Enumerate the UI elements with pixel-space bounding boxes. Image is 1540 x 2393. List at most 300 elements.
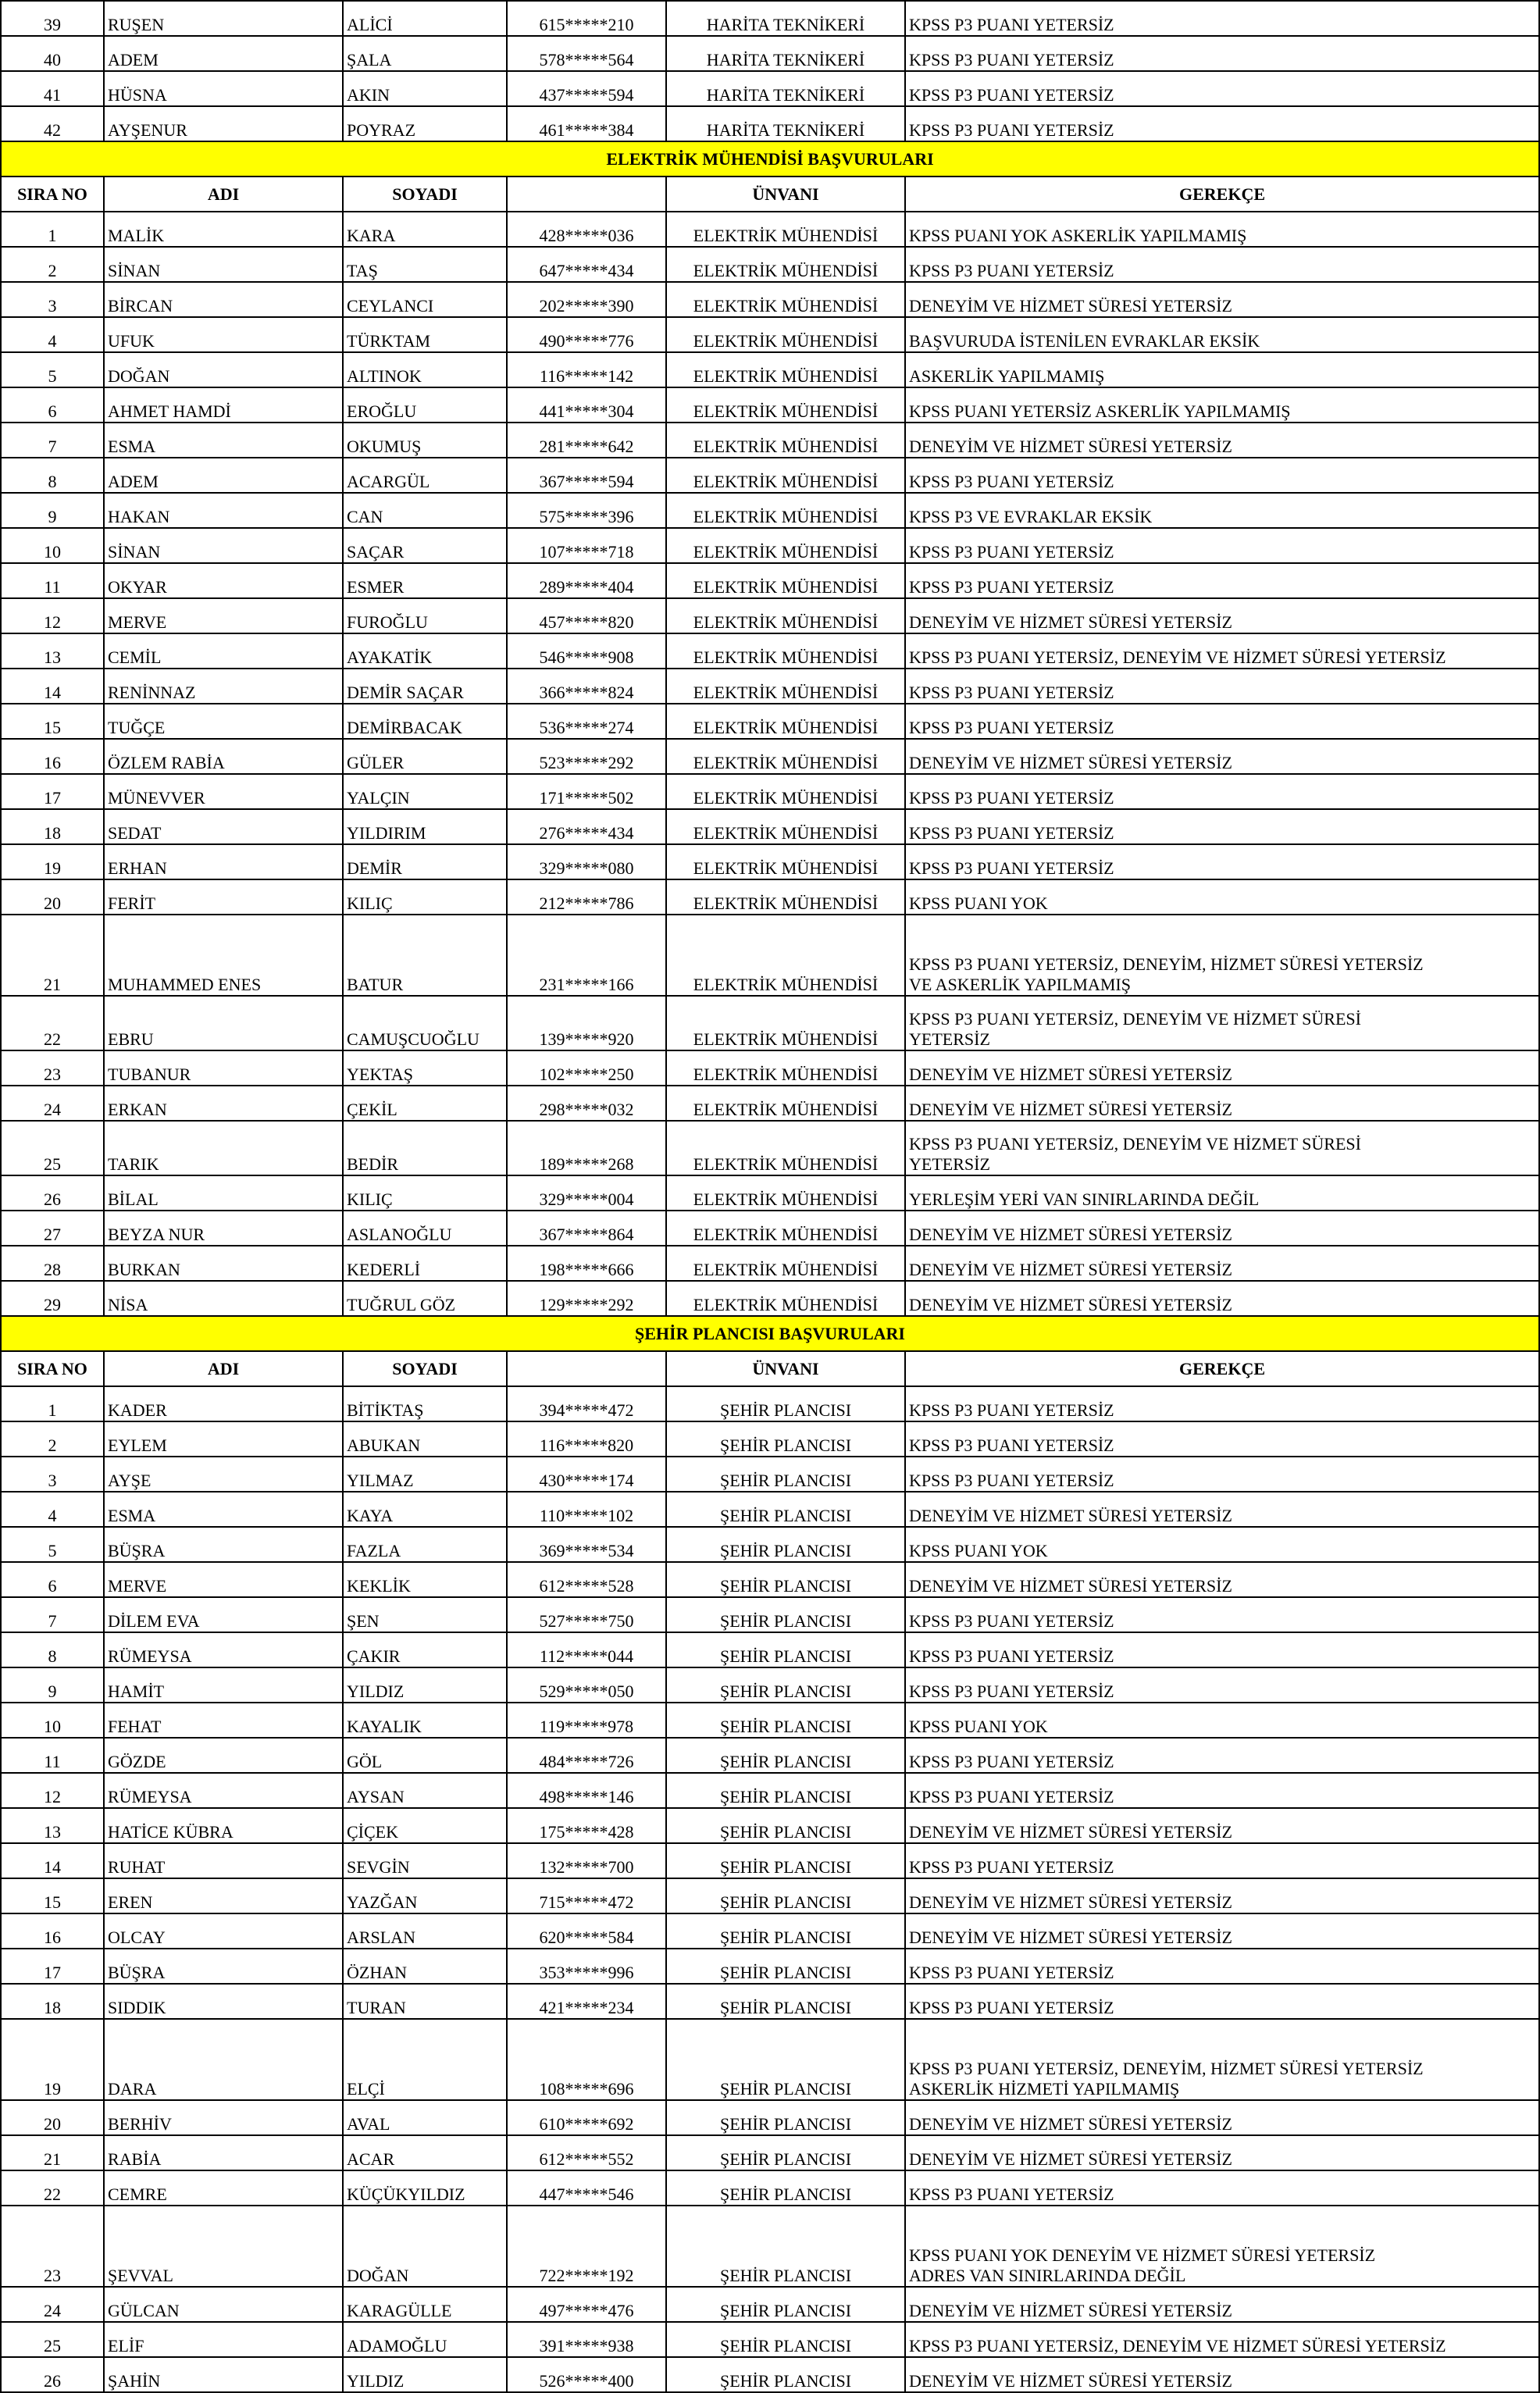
sira-no-cell: 11 (1, 1738, 104, 1773)
tc-cell: 367*****594 (507, 458, 666, 493)
tc-cell: 107*****718 (507, 528, 666, 563)
table-row (1, 1175, 1539, 1211)
tc-cell: 298*****032 (507, 1086, 666, 1121)
table-row (1, 915, 1539, 996)
unvani-cell: ŞEHİR PLANCISI (666, 1949, 905, 1984)
unvani-cell: ELEKTRİK MÜHENDİSİ (666, 739, 905, 774)
sira-no-cell: 18 (1, 1984, 104, 2019)
unvani-cell: ELEKTRİK MÜHENDİSİ (666, 633, 905, 669)
unvani-cell: ELEKTRİK MÜHENDİSİ (666, 352, 905, 387)
table-row (1, 1386, 1539, 1421)
gerekce-cell: KPSS P3 PUANI YETERSİZ (905, 1632, 1539, 1667)
tc-cell: 231*****166 (507, 915, 666, 996)
unvani-cell: HARİTA TEKNİKERİ (666, 106, 905, 141)
sira-no-cell: 11 (1, 563, 104, 598)
table-row (1, 563, 1539, 598)
tc-cell: 484*****726 (507, 1738, 666, 1773)
unvani-cell: ELEKTRİK MÜHENDİSİ (666, 423, 905, 458)
unvani-cell: ŞEHİR PLANCISI (666, 1386, 905, 1421)
sira-no-cell: 8 (1, 1632, 104, 1667)
soyadi-cell: KAYA (343, 1492, 507, 1527)
gerekce-cell: DENEYİM VE HİZMET SÜRESİ YETERSİZ (905, 1878, 1539, 1913)
unvani-cell: ŞEHİR PLANCISI (666, 1597, 905, 1632)
soyadi-cell: ALTINOK (343, 352, 507, 387)
table-row (1, 387, 1539, 423)
adi-cell: BEYZA NUR (104, 1211, 343, 1246)
tc-cell: 281*****642 (507, 423, 666, 458)
sira-no-cell: 4 (1, 1492, 104, 1527)
adi-cell: HATİCE KÜBRA (104, 1808, 343, 1843)
adi-cell: EYLEM (104, 1421, 343, 1457)
sira-no-cell: 6 (1, 387, 104, 423)
gerekce-cell: KPSS P3 PUANI YETERSİZ, DENEYİM VE HİZMET SÜRESİ YETERSİZ (905, 1121, 1539, 1175)
tc-cell: 612*****552 (507, 2135, 666, 2170)
gerekce-cell: KPSS P3 PUANI YETERSİZ (905, 1949, 1539, 1984)
tc-cell: 329*****080 (507, 844, 666, 879)
soyadi-cell: BEDİR (343, 1121, 507, 1175)
soyadi-cell: TÜRKTAM (343, 317, 507, 352)
gerekce-cell: KPSS PUANI YOK ASKERLİK YAPILMAMIŞ (905, 212, 1539, 247)
adi-cell: RÜMEYSA (104, 1632, 343, 1667)
sira-no-cell: 17 (1, 1949, 104, 1984)
sira-no-cell: 22 (1, 996, 104, 1050)
table-row (1, 2170, 1539, 2206)
gerekce-cell: KPSS P3 PUANI YETERSİZ (905, 774, 1539, 809)
adi-cell: ESMA (104, 1492, 343, 1527)
adi-cell: MÜNEVVER (104, 774, 343, 809)
tc-cell: 202*****390 (507, 282, 666, 317)
sira-no-cell: 13 (1, 633, 104, 669)
table-row (1, 282, 1539, 317)
table-row (1, 1878, 1539, 1913)
adi-cell: RÜMEYSA (104, 1773, 343, 1808)
tc-cell: 119*****978 (507, 1703, 666, 1738)
soyadi-cell: DEMİRBACAK (343, 704, 507, 739)
sira-no-cell: 9 (1, 493, 104, 528)
gerekce-cell: KPSS PUANI YOK (905, 1527, 1539, 1562)
table-row (1, 598, 1539, 633)
gerekce-cell: KPSS P3 PUANI YETERSİZ, DENEYİM, HİZMET SÜRESİ YETERSİZ VE ASKERLİK YAPILMAMIŞ (905, 915, 1539, 996)
table-row (1, 1808, 1539, 1843)
table-row (1, 1492, 1539, 1527)
sira-no-cell: 24 (1, 2287, 104, 2322)
table-row (1, 493, 1539, 528)
table-row (1, 739, 1539, 774)
adi-cell: EREN (104, 1878, 343, 1913)
header-row (1, 177, 1539, 212)
gerekce-cell: DENEYİM VE HİZMET SÜRESİ YETERSİZ (905, 1492, 1539, 1527)
adi-cell: BURKAN (104, 1246, 343, 1281)
sira-no-cell: 10 (1, 528, 104, 563)
soyadi-cell: ÇEKİL (343, 1086, 507, 1121)
section-title-row (1, 1316, 1539, 1351)
table-row (1, 1984, 1539, 2019)
adi-cell: BÜŞRA (104, 1527, 343, 1562)
table-row (1, 1773, 1539, 1808)
gerekce-cell: KPSS P3 PUANI YETERSİZ (905, 1843, 1539, 1878)
table-row (1, 458, 1539, 493)
soyadi-cell: KILIÇ (343, 1175, 507, 1211)
sira-no-cell: 8 (1, 458, 104, 493)
gerekce-cell: KPSS P3 PUANI YETERSİZ, DENEYİM VE HİZMET SÜRESİ YETERSİZ (905, 996, 1539, 1050)
soyadi-cell: OKUMUŞ (343, 423, 507, 458)
soyadi-cell: ÇAKIR (343, 1632, 507, 1667)
sira-no-cell: 23 (1, 2206, 104, 2287)
gerekce-cell: KPSS P3 VE EVRAKLAR EKSİK (905, 493, 1539, 528)
table-row (1, 1527, 1539, 1562)
table-row (1, 1562, 1539, 1597)
soyadi-cell: TAŞ (343, 247, 507, 282)
sira-no-cell: 10 (1, 1703, 104, 1738)
unvani-cell: ELEKTRİK MÜHENDİSİ (666, 563, 905, 598)
unvani-cell: ELEKTRİK MÜHENDİSİ (666, 458, 905, 493)
unvani-cell: ELEKTRİK MÜHENDİSİ (666, 996, 905, 1050)
adi-cell: HÜSNA (104, 71, 343, 106)
soyadi-cell: DEMİR (343, 844, 507, 879)
soyadi-cell: KILIÇ (343, 879, 507, 915)
tc-cell: 647*****434 (507, 247, 666, 282)
sira-no-cell: 23 (1, 1050, 104, 1086)
table-row (1, 1949, 1539, 1984)
sira-no-cell: 12 (1, 598, 104, 633)
table-row (1, 352, 1539, 387)
gerekce-cell: KPSS P3 PUANI YETERSİZ (905, 1421, 1539, 1457)
adi-cell: BÜŞRA (104, 1949, 343, 1984)
table-row (1, 2206, 1539, 2287)
table-row (1, 2322, 1539, 2357)
gerekce-cell: DENEYİM VE HİZMET SÜRESİ YETERSİZ (905, 1246, 1539, 1281)
gerekce-cell: KPSS P3 PUANI YETERSİZ (905, 844, 1539, 879)
gerekce-cell: KPSS P3 PUANI YETERSİZ (905, 1738, 1539, 1773)
adi-cell: ŞEVVAL (104, 2206, 343, 2287)
tc-cell: 129*****292 (507, 1281, 666, 1316)
tc-cell: 366*****824 (507, 669, 666, 704)
soyadi-cell: BATUR (343, 915, 507, 996)
soyadi-cell: YILDIZ (343, 1667, 507, 1703)
soyadi-cell: CAMUŞCUOĞLU (343, 996, 507, 1050)
adi-cell: MERVE (104, 598, 343, 633)
sira-no-cell: 14 (1, 669, 104, 704)
soyadi-cell: YAZĞAN (343, 1878, 507, 1913)
soyadi-cell: ŞALA (343, 36, 507, 71)
adi-cell: CEMİL (104, 633, 343, 669)
sira-no-cell: 40 (1, 36, 104, 71)
adi-cell: ERHAN (104, 844, 343, 879)
soyadi-cell: KEDERLİ (343, 1246, 507, 1281)
soyadi-cell: ALİCİ (343, 1, 507, 36)
soyadi-cell: ACAR (343, 2135, 507, 2170)
adi-cell: AYŞENUR (104, 106, 343, 141)
gerekce-cell: KPSS P3 PUANI YETERSİZ (905, 1457, 1539, 1492)
column-header-unvani: ÜNVANI (666, 1351, 905, 1386)
tc-cell: 353*****996 (507, 1949, 666, 1984)
table-row (1, 1121, 1539, 1175)
table-row (1, 1086, 1539, 1121)
unvani-cell: ŞEHİR PLANCISI (666, 2170, 905, 2206)
table-row (1, 704, 1539, 739)
table-row (1, 71, 1539, 106)
unvani-cell: ELEKTRİK MÜHENDİSİ (666, 774, 905, 809)
column-header-gerekce: GEREKÇE (905, 1351, 1539, 1386)
unvani-cell: ELEKTRİK MÜHENDİSİ (666, 1281, 905, 1316)
tc-cell: 578*****564 (507, 36, 666, 71)
gerekce-cell: KPSS PUANI YOK (905, 879, 1539, 915)
sira-no-cell: 15 (1, 1878, 104, 1913)
soyadi-cell: ELÇİ (343, 2019, 507, 2100)
adi-cell: BERHİV (104, 2100, 343, 2135)
adi-cell: ELİF (104, 2322, 343, 2357)
unvani-cell: ELEKTRİK MÜHENDİSİ (666, 387, 905, 423)
gerekce-cell: DENEYİM VE HİZMET SÜRESİ YETERSİZ (905, 423, 1539, 458)
gerekce-cell: KPSS P3 PUANI YETERSİZ (905, 247, 1539, 282)
sira-no-cell: 9 (1, 1667, 104, 1703)
gerekce-cell: KPSS P3 PUANI YETERSİZ (905, 809, 1539, 844)
adi-cell: MALİK (104, 212, 343, 247)
gerekce-cell: KPSS P3 PUANI YETERSİZ (905, 1386, 1539, 1421)
soyadi-cell: FAZLA (343, 1527, 507, 1562)
tc-cell: 391*****938 (507, 2322, 666, 2357)
adi-cell: SEDAT (104, 809, 343, 844)
table-row (1, 106, 1539, 141)
unvani-cell: ELEKTRİK MÜHENDİSİ (666, 212, 905, 247)
tc-cell: 722*****192 (507, 2206, 666, 2287)
unvani-cell: ŞEHİR PLANCISI (666, 2357, 905, 2392)
gerekce-cell: KPSS P3 PUANI YETERSİZ (905, 669, 1539, 704)
tc-cell: 497*****476 (507, 2287, 666, 2322)
soyadi-cell: GÜLER (343, 739, 507, 774)
sira-no-cell: 17 (1, 774, 104, 809)
table-row (1, 2287, 1539, 2322)
unvani-cell: ŞEHİR PLANCISI (666, 2206, 905, 2287)
gerekce-cell: KPSS P3 PUANI YETERSİZ (905, 2170, 1539, 2206)
soyadi-cell: FUROĞLU (343, 598, 507, 633)
table-row (1, 1, 1539, 36)
tc-cell: 526*****400 (507, 2357, 666, 2392)
unvani-cell: ŞEHİR PLANCISI (666, 1421, 905, 1457)
unvani-cell: ŞEHİR PLANCISI (666, 1738, 905, 1773)
gerekce-cell: DENEYİM VE HİZMET SÜRESİ YETERSİZ (905, 2100, 1539, 2135)
sira-no-cell: 15 (1, 704, 104, 739)
gerekce-cell: DENEYİM VE HİZMET SÜRESİ YETERSİZ (905, 1562, 1539, 1597)
unvani-cell: ŞEHİR PLANCISI (666, 2322, 905, 2357)
unvani-cell: ELEKTRİK MÜHENDİSİ (666, 317, 905, 352)
gerekce-cell: KPSS P3 PUANI YETERSİZ (905, 458, 1539, 493)
sira-no-cell: 2 (1, 247, 104, 282)
unvani-cell: ŞEHİR PLANCISI (666, 1632, 905, 1667)
sira-no-cell: 19 (1, 844, 104, 879)
sira-no-cell: 24 (1, 1086, 104, 1121)
gerekce-cell: DENEYİM VE HİZMET SÜRESİ YETERSİZ (905, 1281, 1539, 1316)
gerekce-cell: ASKERLİK YAPILMAMIŞ (905, 352, 1539, 387)
soyadi-cell: ARSLAN (343, 1913, 507, 1949)
sira-no-cell: 12 (1, 1773, 104, 1808)
gerekce-cell: BAŞVURUDA İSTENİLEN EVRAKLAR EKSİK (905, 317, 1539, 352)
sira-no-cell: 21 (1, 915, 104, 996)
gerekce-cell: KPSS P3 PUANI YETERSİZ (905, 106, 1539, 141)
unvani-cell: ELEKTRİK MÜHENDİSİ (666, 528, 905, 563)
unvani-cell: ŞEHİR PLANCISI (666, 1667, 905, 1703)
adi-cell: DİLEM EVA (104, 1597, 343, 1632)
adi-cell: BİLAL (104, 1175, 343, 1211)
tc-cell: 102*****250 (507, 1050, 666, 1086)
gerekce-cell: DENEYİM VE HİZMET SÜRESİ YETERSİZ (905, 1808, 1539, 1843)
adi-cell: DOĞAN (104, 352, 343, 387)
gerekce-cell: YERLEŞİM YERİ VAN SINIRLARINDA DEĞİL (905, 1175, 1539, 1211)
tc-cell: 289*****404 (507, 563, 666, 598)
adi-cell: OLCAY (104, 1913, 343, 1949)
unvani-cell: HARİTA TEKNİKERİ (666, 1, 905, 36)
unvani-cell: ELEKTRİK MÜHENDİSİ (666, 282, 905, 317)
adi-cell: NİSA (104, 1281, 343, 1316)
soyadi-cell: KÜÇÜKYILDIZ (343, 2170, 507, 2206)
column-header-soyadi: SOYADI (343, 177, 507, 212)
gerekce-cell: DENEYİM VE HİZMET SÜRESİ YETERSİZ (905, 598, 1539, 633)
sira-no-cell: 16 (1, 1913, 104, 1949)
unvani-cell: ŞEHİR PLANCISI (666, 1913, 905, 1949)
unvani-cell: ŞEHİR PLANCISI (666, 2019, 905, 2100)
sira-no-cell: 13 (1, 1808, 104, 1843)
soyadi-cell: YEKTAŞ (343, 1050, 507, 1086)
gerekce-cell: KPSS P3 PUANI YETERSİZ (905, 528, 1539, 563)
sira-no-cell: 5 (1, 352, 104, 387)
tc-cell: 447*****546 (507, 2170, 666, 2206)
soyadi-cell: TURAN (343, 1984, 507, 2019)
adi-cell: SİNAN (104, 528, 343, 563)
sira-no-cell: 41 (1, 71, 104, 106)
adi-cell: FEHAT (104, 1703, 343, 1738)
soyadi-cell: AYSAN (343, 1773, 507, 1808)
unvani-cell: ŞEHİR PLANCISI (666, 1703, 905, 1738)
tc-cell: 430*****174 (507, 1457, 666, 1492)
tc-cell: 461*****384 (507, 106, 666, 141)
tc-cell: 498*****146 (507, 1773, 666, 1808)
soyadi-cell: KARAGÜLLE (343, 2287, 507, 2322)
table-row (1, 669, 1539, 704)
unvani-cell: ELEKTRİK MÜHENDİSİ (666, 247, 905, 282)
sira-no-cell: 20 (1, 2100, 104, 2135)
column-header-tc (507, 177, 666, 212)
gerekce-cell: KPSS P3 PUANI YETERSİZ (905, 1984, 1539, 2019)
unvani-cell: ELEKTRİK MÜHENDİSİ (666, 1086, 905, 1121)
tc-cell: 198*****666 (507, 1246, 666, 1281)
soyadi-cell: TUĞRUL GÖZ (343, 1281, 507, 1316)
soyadi-cell: AKIN (343, 71, 507, 106)
soyadi-cell: CEYLANCI (343, 282, 507, 317)
column-header-adi: ADI (104, 1351, 343, 1386)
sira-no-cell: 39 (1, 1, 104, 36)
tc-cell: 212*****786 (507, 879, 666, 915)
tc-cell: 523*****292 (507, 739, 666, 774)
table-row (1, 879, 1539, 915)
tc-cell: 276*****434 (507, 809, 666, 844)
sira-no-cell: 29 (1, 1281, 104, 1316)
section-title: ŞEHİR PLANCISI BAŞVURULARI (1, 1316, 1539, 1351)
unvani-cell: HARİTA TEKNİKERİ (666, 36, 905, 71)
table-row (1, 423, 1539, 458)
unvani-cell: ŞEHİR PLANCISI (666, 1843, 905, 1878)
tc-cell: 367*****864 (507, 1211, 666, 1246)
table-row (1, 2019, 1539, 2100)
gerekce-cell: KPSS PUANI YOK DENEYİM VE HİZMET SÜRESİ YETERSİZ ADRES VAN SINIRLARINDA DEĞİL (905, 2206, 1539, 2287)
table-row (1, 1843, 1539, 1878)
table-row (1, 1738, 1539, 1773)
gerekce-cell: KPSS P3 PUANI YETERSİZ, DENEYİM VE HİZMET SÜRESİ YETERSİZ (905, 2322, 1539, 2357)
unvani-cell: ELEKTRİK MÜHENDİSİ (666, 1211, 905, 1246)
soyadi-cell: YILDIZ (343, 2357, 507, 2392)
soyadi-cell: DOĞAN (343, 2206, 507, 2287)
gerekce-cell: KPSS P3 PUANI YETERSİZ, DENEYİM VE HİZMET SÜRESİ YETERSİZ (905, 633, 1539, 669)
soyadi-cell: YILMAZ (343, 1457, 507, 1492)
sira-no-cell: 26 (1, 1175, 104, 1211)
tc-cell: 116*****820 (507, 1421, 666, 1457)
gerekce-cell: KPSS P3 PUANI YETERSİZ (905, 704, 1539, 739)
tc-cell: 527*****750 (507, 1597, 666, 1632)
tc-cell: 612*****528 (507, 1562, 666, 1597)
soyadi-cell: EROĞLU (343, 387, 507, 423)
adi-cell: EBRU (104, 996, 343, 1050)
tc-cell: 529*****050 (507, 1667, 666, 1703)
adi-cell: DARA (104, 2019, 343, 2100)
tc-cell: 110*****102 (507, 1492, 666, 1527)
gerekce-cell: DENEYİM VE HİZMET SÜRESİ YETERSİZ (905, 1050, 1539, 1086)
unvani-cell: ŞEHİR PLANCISI (666, 2100, 905, 2135)
column-header-adi: ADI (104, 177, 343, 212)
sira-no-cell: 2 (1, 1421, 104, 1457)
gerekce-cell: DENEYİM VE HİZMET SÜRESİ YETERSİZ (905, 1913, 1539, 1949)
gerekce-cell: KPSS PUANI YOK (905, 1703, 1539, 1738)
soyadi-cell: ÖZHAN (343, 1949, 507, 1984)
section-title: ELEKTRİK MÜHENDİSİ BAŞVURULARI (1, 141, 1539, 177)
gerekce-cell: KPSS P3 PUANI YETERSİZ (905, 1, 1539, 36)
adi-cell: ADEM (104, 458, 343, 493)
adi-cell: HAKAN (104, 493, 343, 528)
tc-cell: 171*****502 (507, 774, 666, 809)
sira-no-cell: 21 (1, 2135, 104, 2170)
soyadi-cell: ADAMOĞLU (343, 2322, 507, 2357)
gerekce-cell: DENEYİM VE HİZMET SÜRESİ YETERSİZ (905, 739, 1539, 774)
unvani-cell: ELEKTRİK MÜHENDİSİ (666, 1175, 905, 1211)
tc-cell: 175*****428 (507, 1808, 666, 1843)
sira-no-cell: 14 (1, 1843, 104, 1878)
unvani-cell: ELEKTRİK MÜHENDİSİ (666, 809, 905, 844)
adi-cell: BİRCAN (104, 282, 343, 317)
sira-no-cell: 20 (1, 879, 104, 915)
header-row (1, 1351, 1539, 1386)
sira-no-cell: 1 (1, 212, 104, 247)
adi-cell: FERİT (104, 879, 343, 915)
adi-cell: MUHAMMED ENES (104, 915, 343, 996)
unvani-cell: ELEKTRİK MÜHENDİSİ (666, 598, 905, 633)
gerekce-cell: DENEYİM VE HİZMET SÜRESİ YETERSİZ (905, 2357, 1539, 2392)
column-header-sira-no: SIRA NO (1, 1351, 104, 1386)
soyadi-cell: ABUKAN (343, 1421, 507, 1457)
table-row (1, 996, 1539, 1050)
gerekce-cell: KPSS P3 PUANI YETERSİZ (905, 1597, 1539, 1632)
soyadi-cell: ASLANOĞLU (343, 1211, 507, 1246)
table-body (1, 1, 1539, 2392)
tc-cell: 112*****044 (507, 1632, 666, 1667)
soyadi-cell: GÖL (343, 1738, 507, 1773)
gerekce-cell: KPSS P3 PUANI YETERSİZ (905, 71, 1539, 106)
soyadi-cell: SEVGİN (343, 1843, 507, 1878)
adi-cell: RUHAT (104, 1843, 343, 1878)
adi-cell: HAMİT (104, 1667, 343, 1703)
soyadi-cell: POYRAZ (343, 106, 507, 141)
unvani-cell: ŞEHİR PLANCISI (666, 1984, 905, 2019)
tc-cell: 441*****304 (507, 387, 666, 423)
sira-no-cell: 7 (1, 423, 104, 458)
table-row (1, 1246, 1539, 1281)
